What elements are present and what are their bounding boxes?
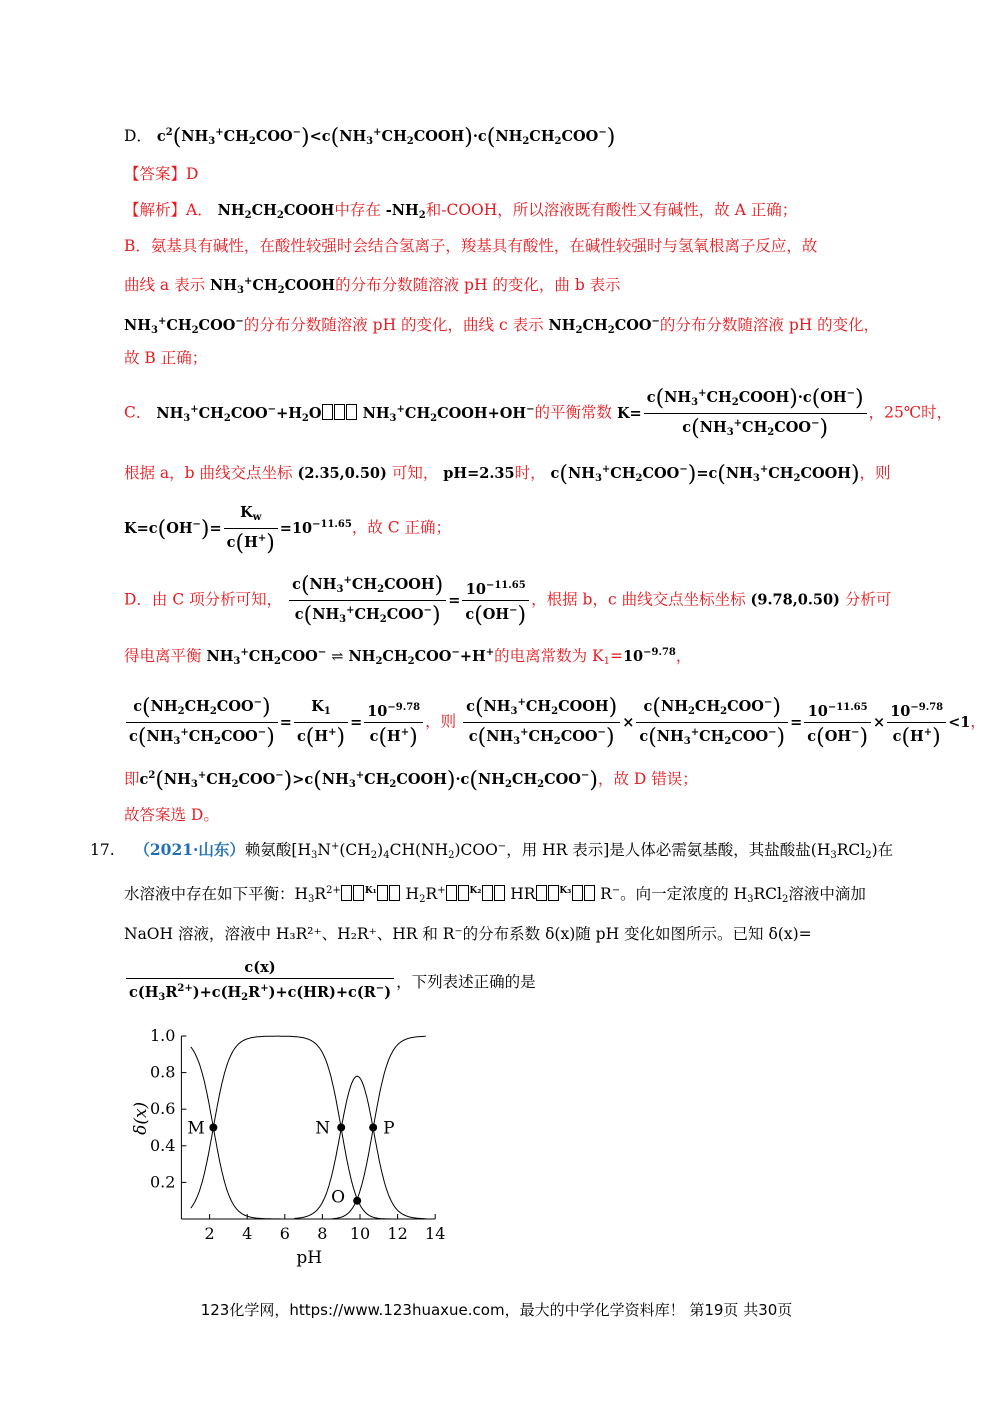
point-P bbox=[369, 1124, 377, 1132]
q17-text-3: NaOH 溶液，溶液中 H₃R²⁺、H₂R⁺、HR 和 R⁻的分布系数 δ(x)随 pH 变化如图所示。已知 δ(x)= bbox=[124, 925, 812, 943]
c-ph-value: pH=2.35 bbox=[443, 465, 515, 482]
analysis-label: 【解析】 bbox=[124, 201, 187, 219]
analysis-d-line3: $\frac{c(NH_2CH_2COO^-)}{c(NH_3^+CH_2COO^-)}$ = $\frac{K_1}{c(H^+)}$ = $\frac{10^{-9.78}}{c(H^+)}$ ，则 $\frac{c(NH_3^+CH_2COOH)}{c(NH_3^+CH_2COO^-)}$ × $\frac{c(NH_2CH_2COO^-)}{c(NH_3^+CH_2COO^-)}$ = $\frac{10^{-11.65}}{c(OH^-)}$ × $\frac{10^{-9.78}}{c(H^+)}$ <1， bbox=[124, 693, 986, 752]
page-footer: 123化学网，https://www.123huaxue.com，最大的中学化学资料库！ 第19页 共30页 bbox=[200, 1301, 793, 1319]
point-N bbox=[337, 1124, 345, 1132]
final-answer-text: 故答案选 D。 bbox=[124, 806, 219, 824]
q17-text: 水溶液中存在如下平衡：H bbox=[124, 885, 309, 904]
y-tick-label: 0.8 bbox=[149, 1062, 176, 1082]
point-O bbox=[353, 1197, 361, 1205]
formula-zwitterion: $NH_3^+CH_2COO^-$ bbox=[124, 316, 244, 336]
d-text-4b: ，故 D 错误； bbox=[597, 770, 698, 788]
x-tick-label: 6 bbox=[279, 1224, 290, 1243]
y-tick-label: 0.4 bbox=[149, 1135, 176, 1155]
x-tick-label: 2 bbox=[204, 1224, 215, 1243]
a-text: A． bbox=[186, 201, 213, 219]
a-text-2: 中存在 bbox=[334, 201, 381, 219]
q17-text: 溶液中滴加 bbox=[788, 885, 866, 904]
d-prefix: D．由 C 项分析可知， bbox=[124, 590, 283, 609]
formula-d-chain-1: $\frac{c(NH_2CH_2COO^-)}{c(NH_3^+CH_2COO^-)}$ = $\frac{K_1}{c(H^+)}$ = $\frac{10^{-9.78}}{c(H^+)}$ bbox=[124, 714, 425, 731]
formula-c-equilibrium: $NH_3^+CH_2COO^-+H_2O$ $NH_3^+CH_2COOH+OH^-$ bbox=[156, 403, 535, 424]
formula-d-chain-2: $\frac{c(NH_3^+CH_2COOH)}{c(NH_3^+CH_2COO^-)}$ × $\frac{c(NH_2CH_2COO^-)}{c(NH_3^+CH_2COO^-)}$ = $\frac{10^{-11.65}}{c(OH^-)}$ × $\frac{10^{-9.78}}{c(H^+)}$ <1 bbox=[461, 714, 970, 731]
distribution-chart bbox=[120, 1018, 480, 1273]
q17-text: ) bbox=[377, 841, 384, 859]
b-text-1: B．氨基具有碱性，在酸性较强时会结合氢离子，羧基具有酸性，在碱性较强时与氢氧根离子反应，故 bbox=[124, 237, 818, 255]
q17-text: (CH bbox=[339, 841, 371, 859]
formula-k: K= $\frac{c(NH_3^+CH_2COOH)\cdot c(OH^-)}{c(NH_3^+CH_2COO^-)}$ bbox=[617, 405, 869, 422]
d-end-text: 分析可 bbox=[844, 590, 892, 609]
q17-text: ，用 HR 表示]是人体必需氨基酸，其盐酸盐(H bbox=[506, 841, 831, 859]
q17-text: R bbox=[600, 885, 612, 904]
d-text-2a: 得电离平衡 bbox=[124, 647, 202, 665]
analysis-c-line1 bbox=[124, 384, 952, 443]
point-label: M bbox=[187, 1118, 205, 1139]
question-17-line3 bbox=[124, 923, 812, 945]
c-text-3-end: ，故 C 正确； bbox=[351, 518, 452, 537]
analysis-final-line bbox=[124, 804, 219, 826]
analysis-d-line2: 得电离平衡 $NH_3^+CH_2COO^-$ ⇌ $NH_2CH_2COO^-+H^+$的电离常数为 $K_1=10^{-9.78}$， bbox=[124, 647, 692, 667]
answer-value: D bbox=[186, 165, 199, 183]
q17-text: N bbox=[317, 841, 331, 859]
b-text-2b: 的分布分数随溶液 pH 的变化，曲 b 表示 bbox=[335, 276, 621, 294]
x-tick-label: 14 bbox=[425, 1224, 446, 1243]
analysis-b-line4 bbox=[124, 347, 207, 369]
formula-amino: $-NH_2$ bbox=[385, 202, 426, 221]
x-axis-label: pH bbox=[296, 1248, 323, 1268]
q17-text: HR bbox=[510, 885, 536, 904]
y-axis-label: δ(x) bbox=[131, 1101, 151, 1135]
analysis-b-line2 bbox=[124, 271, 621, 302]
d-text-2b: 的电离常数为 K bbox=[494, 647, 604, 665]
q17-text: 赖氨酸[H bbox=[244, 841, 311, 859]
d-text-2c: = bbox=[609, 647, 623, 665]
c-temp-text: ，25℃时， bbox=[868, 403, 953, 422]
b-text-3b: 的分布分数随溶液 pH 的变化， bbox=[659, 316, 880, 334]
option-label: D． bbox=[124, 127, 152, 145]
c-text-2a: 根据 a，b 曲线交点坐标 bbox=[124, 464, 293, 482]
c-text-2d: ，则 bbox=[859, 464, 891, 482]
q17-text: RCl bbox=[836, 841, 866, 859]
x-tick-label: 10 bbox=[349, 1224, 371, 1243]
formula-d-ionization: $NH_3^+CH_2COO^-$ ⇌ $NH_2CH_2COO^-+H^+$ bbox=[206, 647, 495, 667]
formula-c-equal: $c(NH_3^+CH_2COO^-)=c(NH_3^+CH_2COOH)$ bbox=[550, 462, 860, 487]
c-prefix: C． bbox=[124, 403, 152, 422]
c-coordinate: (2.35,0.50) bbox=[297, 465, 387, 482]
answer-label: 【答案】 bbox=[124, 165, 187, 183]
formula-d-inequality: $c^2(NH_3^+CH_2COO^-)<c(NH_3^+CH_2COOH)\cdot c(NH_2CH_2COO^-)$ bbox=[156, 125, 616, 150]
y-tick-label: 0.2 bbox=[149, 1172, 176, 1192]
formula-glycine: $NH_2CH_2COOH$ bbox=[217, 202, 335, 221]
formula-k-value: K=c(OH−)= $\frac{K_w}{c(H^+)}$ $=10^{-11.65}$ bbox=[124, 504, 352, 556]
question-number: 17. bbox=[90, 841, 115, 859]
point-label: N bbox=[315, 1118, 331, 1139]
point-label: O bbox=[331, 1187, 346, 1208]
q17-text: )COO bbox=[454, 841, 498, 859]
q17-text: 。向一定浓度的 H bbox=[620, 885, 748, 904]
c-text-2c: 时， bbox=[514, 464, 546, 482]
y-tick-label: 1.0 bbox=[149, 1026, 176, 1045]
formula-delta-definition: $\frac{c(x)}{c(H_3R^{2+})+c(H_2R^+)+c(HR)+c(R^-)}$ bbox=[124, 974, 396, 991]
y-tick-label: 0.6 bbox=[149, 1099, 176, 1119]
analysis-d-line1 bbox=[124, 571, 891, 630]
analysis-c-line2 bbox=[124, 459, 891, 490]
point-label: P bbox=[383, 1118, 395, 1139]
question-source: （2021·山东） bbox=[134, 840, 245, 859]
analysis-b-line3 bbox=[124, 311, 879, 342]
delta-numerator: c(x) bbox=[126, 958, 394, 979]
q17-text: RCl bbox=[753, 885, 782, 904]
analysis-d-line4 bbox=[124, 765, 698, 796]
x-tick-label: 4 bbox=[242, 1224, 253, 1243]
q17-text: R bbox=[425, 885, 438, 904]
d-text-3-then: ，则 bbox=[425, 712, 457, 731]
formula-anion: $NH_2CH_2COO^-$ bbox=[548, 316, 660, 336]
option-d-line bbox=[124, 122, 615, 153]
answer-line bbox=[124, 163, 198, 185]
q17-text: )在 bbox=[871, 841, 894, 859]
question-17-line4 bbox=[124, 958, 536, 1008]
x-tick-label: 12 bbox=[387, 1224, 408, 1243]
b-text-2a: 曲线 a 表示 bbox=[124, 276, 206, 294]
formula-d-ratio: $\frac{c(NH_3^+CH_2COOH)}{c(NH_3^+CH_2COO^-)}$ = $\frac{10^{-11.65}}{c(OH^-)}$ bbox=[287, 592, 531, 609]
q17-text: CH(NH bbox=[389, 841, 449, 859]
q17-text: R bbox=[314, 885, 327, 904]
formula-cation: $NH_3^+CH_2COOH$ bbox=[210, 276, 336, 296]
a-text-3: 和-COOH，所以溶液既有酸性又有碱性，故 A 正确； bbox=[425, 201, 798, 219]
x-tick-label: 8 bbox=[317, 1224, 328, 1243]
R-curve bbox=[332, 1036, 426, 1218]
c-text-2b: 可知， bbox=[391, 464, 439, 482]
analysis-b-line1 bbox=[124, 235, 817, 257]
HR-curve bbox=[294, 1076, 426, 1218]
q17-text-4: ，下列表述正确的是 bbox=[396, 973, 536, 991]
question-17-line1: 17. （2021·山东）赖氨酸[$H_3N^+(CH_2)_4CH(NH_2)COO^-$，用 HR 表示]是人体必需氨基酸，其盐酸盐$(H_3RCl_2)$在 bbox=[90, 840, 894, 861]
point-M bbox=[209, 1124, 217, 1132]
c-mid-text: 的平衡常数 bbox=[534, 403, 613, 422]
H3R-curve bbox=[191, 1047, 285, 1219]
d-text-4a: 即 bbox=[124, 770, 140, 788]
b-text-4: 故 B 正确； bbox=[124, 349, 208, 367]
analysis-c-line3 bbox=[124, 503, 451, 554]
d-coordinate: (9.78,0.50) bbox=[750, 591, 840, 609]
b-text-3a: 的分布分数随溶液 pH 的变化，曲线 c 表示 bbox=[243, 316, 544, 334]
question-17-line2: 水溶液中存在如下平衡：$H_3R^{2+}$ $^{K_1}$ $H_2R^+$ $^{K_2}$ HR $^{K_3}$ R−。向一定浓度的 $H_3RCl_2$溶液中滴加 bbox=[124, 885, 866, 906]
analysis-a-line bbox=[124, 199, 797, 227]
d-mid-text: ，根据 b，c 曲线交点坐标坐标 bbox=[531, 590, 746, 609]
q17-text: H bbox=[405, 885, 420, 904]
formula-d-conclusion: $c^2(NH_3^+CH_2COO^-)>c(NH_3^+CH_2COOH)\cdot c(NH_2CH_2COO^-)$ bbox=[139, 768, 598, 793]
